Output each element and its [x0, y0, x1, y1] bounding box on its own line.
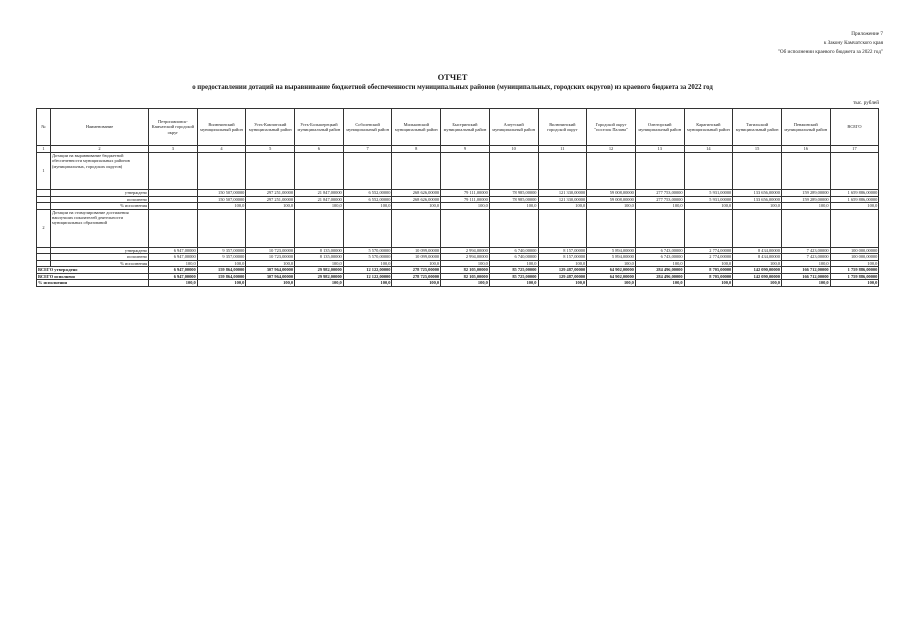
report-title: ОТЧЕТ: [437, 72, 468, 82]
value-cell: 100,0: [392, 280, 441, 287]
value-cell: 29 982,00000: [295, 267, 344, 274]
report-table: [36, 108, 879, 287]
empty-cell: [830, 153, 879, 190]
header-col: Тигильский муниципальный район: [733, 109, 782, 146]
value-cell: 133 656,00000: [733, 190, 782, 197]
header-col: Мильковский муниципальный район: [392, 109, 441, 146]
empty-cell: [246, 153, 295, 190]
header-col: Олюторский муниципальный район: [635, 109, 684, 146]
value-cell: 8 157,00000: [538, 247, 587, 254]
empty-cell: [197, 153, 246, 190]
value-cell: 78 985,00000: [489, 190, 538, 197]
empty-cell: [684, 209, 733, 247]
empty-cell: [635, 153, 684, 190]
value-cell: 6 740,00000: [489, 247, 538, 254]
value-cell: 166 712,00000: [781, 273, 830, 280]
empty-cell: [392, 209, 441, 247]
value-cell: 100,0: [295, 260, 344, 267]
row-label: % исполнения: [37, 280, 149, 287]
value-cell: 5 931,00000: [684, 196, 733, 203]
value-cell: 5 894,00000: [587, 254, 636, 261]
value-cell: 100,0: [635, 203, 684, 210]
value-cell: 5 570,00000: [343, 254, 392, 261]
empty-cell: [538, 153, 587, 190]
value-cell: 2 774,00000: [684, 254, 733, 261]
column-number: 12: [587, 146, 636, 153]
column-number: 7: [343, 146, 392, 153]
appendix-line-1: Приложение 7: [851, 31, 883, 37]
appendix-note: [778, 30, 883, 57]
column-number: 14: [684, 146, 733, 153]
value-cell: 297 251,00000: [246, 196, 295, 203]
row-label: исполнено: [51, 196, 149, 203]
value-cell: 159 289,00000: [781, 196, 830, 203]
value-cell: 100,0: [246, 280, 295, 287]
value-cell: 100,0: [781, 260, 830, 267]
header-row: [37, 109, 879, 146]
value-cell: 277 753,00000: [635, 196, 684, 203]
value-cell: 284 496,00000: [635, 267, 684, 274]
value-cell: 100,0: [684, 260, 733, 267]
value-cell: 307 964,00000: [246, 267, 295, 274]
value-cell: 6 552,00000: [343, 196, 392, 203]
value-cell: 268 626,00000: [392, 196, 441, 203]
value-cell: 100,0: [441, 280, 490, 287]
value-cell: 9 357,00000: [197, 254, 246, 261]
value-cell: 166 712,00000: [781, 267, 830, 274]
value-cell: 100,0: [538, 260, 587, 267]
value-cell: 10 723,00000: [246, 254, 295, 261]
empty-cell: [149, 153, 198, 190]
value-cell: 100,0: [538, 203, 587, 210]
value-cell: 159 864,00000: [197, 273, 246, 280]
column-number: 11: [538, 146, 587, 153]
section-row: [37, 153, 879, 190]
value-cell: 159 864,00000: [197, 267, 246, 274]
value-cell: 6 947,00000: [149, 267, 198, 274]
value-cell: 278 725,00000: [392, 273, 441, 280]
value-cell: 100,0: [392, 260, 441, 267]
empty-cell: [587, 209, 636, 247]
empty-cell: [684, 153, 733, 190]
empty-cell: [489, 153, 538, 190]
empty-cell: [149, 209, 198, 247]
row-label: исполнено: [51, 254, 149, 261]
row-label: ВСЕГО исполнено: [37, 273, 149, 280]
header-col: Карагинский муниципальный район: [684, 109, 733, 146]
value-cell: 100,0: [587, 203, 636, 210]
value-cell: 100,0: [733, 280, 782, 287]
column-number: 13: [635, 146, 684, 153]
value-cell: 100 000,00000: [830, 247, 879, 254]
header-col: Петропавловск-Камчатский городской округ: [149, 109, 198, 146]
row-label: утверждено: [51, 247, 149, 254]
header-col: Усть-Большерецкий муниципальный район: [295, 109, 344, 146]
value-cell: 100,0: [684, 203, 733, 210]
row-label: % исполнения: [51, 260, 149, 267]
value-cell: 8 434,00000: [733, 247, 782, 254]
value-cell: 8 705,00000: [684, 267, 733, 274]
column-number: 1: [37, 146, 51, 153]
value-cell: 100,0: [441, 260, 490, 267]
value-cell: 150 507,00000: [197, 190, 246, 197]
empty-cell: [197, 209, 246, 247]
value-cell: 297 251,00000: [246, 190, 295, 197]
value-cell: 12 122,00000: [343, 267, 392, 274]
value-cell: 100,0: [830, 260, 879, 267]
value-cell: 100,0: [441, 203, 490, 210]
value-cell: 79 111,00000: [441, 196, 490, 203]
value-cell: 100,0: [733, 260, 782, 267]
value-cell: 307 964,00000: [246, 273, 295, 280]
value-cell: 6 743,00000: [635, 247, 684, 254]
header-col: Алеутский муниципальный район: [489, 109, 538, 146]
value-cell: 142 090,00000: [733, 273, 782, 280]
header-col: Усть-Камчатский муниципальный район: [246, 109, 295, 146]
column-number: 5: [246, 146, 295, 153]
value-cell: 2 994,00000: [441, 254, 490, 261]
header-col: Быстринский муниципальный район: [441, 109, 490, 146]
value-cell: 78 985,00000: [489, 196, 538, 203]
value-cell: 2 994,00000: [441, 247, 490, 254]
row-label: ВСЕГО утверждено: [37, 267, 149, 274]
empty-cell: [343, 153, 392, 190]
value-cell: 100,0: [489, 260, 538, 267]
section-name: Дотации на стимулирование достижения наилучших показателей деятельности муниципальных образований: [51, 209, 149, 247]
value-cell: 85 725,00000: [489, 273, 538, 280]
total-row: [37, 280, 879, 287]
value-cell: 29 982,00000: [295, 273, 344, 280]
value-cell: 100,0: [197, 203, 246, 210]
value-cell: 100,0: [830, 280, 879, 287]
value-cell: 100,0: [830, 203, 879, 210]
empty-cell: [587, 153, 636, 190]
empty-cell: [733, 153, 782, 190]
column-number: 4: [197, 146, 246, 153]
row-label: утверждено: [51, 190, 149, 197]
value-cell: 121 330,00000: [538, 190, 587, 197]
value-cell: 6 947,00000: [149, 254, 198, 261]
value-cell: 59 008,00000: [587, 196, 636, 203]
value-cell: 100,0: [343, 280, 392, 287]
value-cell: 133 656,00000: [733, 196, 782, 203]
value-cell: 121 330,00000: [538, 196, 587, 203]
column-number: 9: [441, 146, 490, 153]
column-number: 3: [149, 146, 198, 153]
section-index: 2: [37, 209, 51, 247]
header-col: Соболевский муниципальный район: [343, 109, 392, 146]
value-cell: 8 157,00000: [538, 254, 587, 261]
value-cell: 142 090,00000: [733, 267, 782, 274]
column-number-row: [37, 146, 879, 153]
report-subtitle: о предоставлении дотаций на выравнивание бюджетной обеспеченности муниципальных районов (муниципальных, городских округов) из краевого бюджета за 2022 год: [192, 84, 713, 91]
value-cell: 7 423,00000: [781, 247, 830, 254]
value-cell: 8 135,00000: [295, 254, 344, 261]
value-cell: 6 743,00000: [635, 254, 684, 261]
value-cell: 21 847,00000: [295, 190, 344, 197]
value-cell: 82 105,00000: [441, 267, 490, 274]
empty-cell: [295, 153, 344, 190]
value-cell: 100,0: [295, 280, 344, 287]
value-cell: 100,0: [343, 260, 392, 267]
value-cell: 64 902,00000: [587, 267, 636, 274]
value-cell: 129 487,00000: [538, 273, 587, 280]
value-cell: 277 753,00000: [635, 190, 684, 197]
value-cell: 100,0: [684, 280, 733, 287]
column-number: 17: [830, 146, 879, 153]
value-cell: 1 759 886,00000: [830, 273, 879, 280]
empty-cell: [830, 209, 879, 247]
header-col: Вилючинский городской округ: [538, 109, 587, 146]
value-cell: 100,0: [246, 260, 295, 267]
empty-cell: [781, 153, 830, 190]
value-cell: 100,0: [489, 280, 538, 287]
value-cell: 100,0: [392, 203, 441, 210]
column-number: 8: [392, 146, 441, 153]
empty-cell: [295, 209, 344, 247]
value-cell: 100,0: [489, 203, 538, 210]
value-cell: 159 289,00000: [781, 190, 830, 197]
value-cell: 150 507,00000: [197, 196, 246, 203]
value-cell: 129 487,00000: [538, 267, 587, 274]
value-cell: 100,0: [587, 260, 636, 267]
value-cell: 8 434,00000: [733, 254, 782, 261]
value-cell: 100,0: [635, 260, 684, 267]
header-col: ВСЕГО: [830, 109, 879, 146]
value-cell: 1 759 886,00000: [830, 267, 879, 274]
header-name: Наименование: [51, 109, 149, 146]
column-number: 2: [51, 146, 149, 153]
empty-cell: [441, 209, 490, 247]
value-cell: 8 705,00000: [684, 273, 733, 280]
value-cell: 7 423,00000: [781, 254, 830, 261]
empty-cell: [343, 209, 392, 247]
empty-cell: [246, 209, 295, 247]
value-cell: 6 947,00000: [149, 273, 198, 280]
value-cell: 100,0: [197, 260, 246, 267]
value-cell: 59 008,00000: [587, 190, 636, 197]
value-cell: 100,0: [149, 280, 198, 287]
column-number: 10: [489, 146, 538, 153]
column-number: 15: [733, 146, 782, 153]
appendix-line-3: "Об исполнении краевого бюджета за 2022 год": [777, 49, 883, 55]
value-cell: 82 105,00000: [441, 273, 490, 280]
row-label: % исполнения: [51, 203, 149, 210]
value-cell: 8 135,00000: [295, 247, 344, 254]
value-cell: 21 847,00000: [295, 196, 344, 203]
value-cell: 100,0: [197, 280, 246, 287]
value-cell: 100,0: [295, 203, 344, 210]
header-col: Пенжинский муниципальный район: [781, 109, 830, 146]
value-cell: 100,0: [587, 280, 636, 287]
appendix-line-2: к Закону Камчатского края: [823, 40, 883, 46]
empty-cell: [538, 209, 587, 247]
value-cell: 79 111,00000: [441, 190, 490, 197]
header-no: №: [37, 109, 51, 146]
section-row: [37, 209, 879, 247]
value-cell: 10 723,00000: [246, 247, 295, 254]
value-cell: 6 947,00000: [149, 247, 198, 254]
value-cell: 6 740,00000: [489, 254, 538, 261]
header-col: Вилючинский муниципальный район: [197, 109, 246, 146]
empty-cell: [635, 209, 684, 247]
value-cell: 100,0: [781, 203, 830, 210]
column-number: 16: [781, 146, 830, 153]
value-cell: 100,0: [635, 280, 684, 287]
value-cell: 278 725,00000: [392, 267, 441, 274]
empty-cell: [392, 153, 441, 190]
value-cell: 100,0: [343, 203, 392, 210]
value-cell: 100,0: [733, 203, 782, 210]
value-cell: 5 894,00000: [587, 247, 636, 254]
value-cell: 100 000,00000: [830, 254, 879, 261]
section-index: 1: [37, 153, 51, 190]
unit-label: тыс. рублей: [853, 100, 879, 106]
value-cell: 5 931,00000: [684, 190, 733, 197]
value-cell: 100,0: [149, 260, 198, 267]
value-cell: 6 552,00000: [343, 190, 392, 197]
empty-cell: [441, 153, 490, 190]
empty-cell: [781, 209, 830, 247]
value-cell: 268 626,00000: [392, 190, 441, 197]
value-cell: 100,0: [246, 203, 295, 210]
column-number: 6: [295, 146, 344, 153]
value-cell: 1 659 886,00000: [830, 190, 879, 197]
empty-cell: [489, 209, 538, 247]
value-cell: 9 357,00000: [197, 247, 246, 254]
empty-cell: [733, 209, 782, 247]
value-cell: 10 099,00000: [392, 247, 441, 254]
value-cell: 100,0: [781, 280, 830, 287]
value-cell: 12 122,00000: [343, 273, 392, 280]
value-cell: 5 570,00000: [343, 247, 392, 254]
value-cell: 284 496,00000: [635, 273, 684, 280]
section-name: Дотации на выравнивание бюджетной обеспеченности муниципальных районов (муниципальных, городских округов): [51, 153, 149, 190]
value-cell: 64 902,00000: [587, 273, 636, 280]
value-cell: 85 725,00000: [489, 267, 538, 274]
value-cell: 2 774,00000: [684, 247, 733, 254]
value-cell: 100,0: [538, 280, 587, 287]
header-col: Городской округ "поселок Палана": [587, 109, 636, 146]
value-cell: 1 659 886,00000: [830, 196, 879, 203]
value-cell: 10 099,00000: [392, 254, 441, 261]
